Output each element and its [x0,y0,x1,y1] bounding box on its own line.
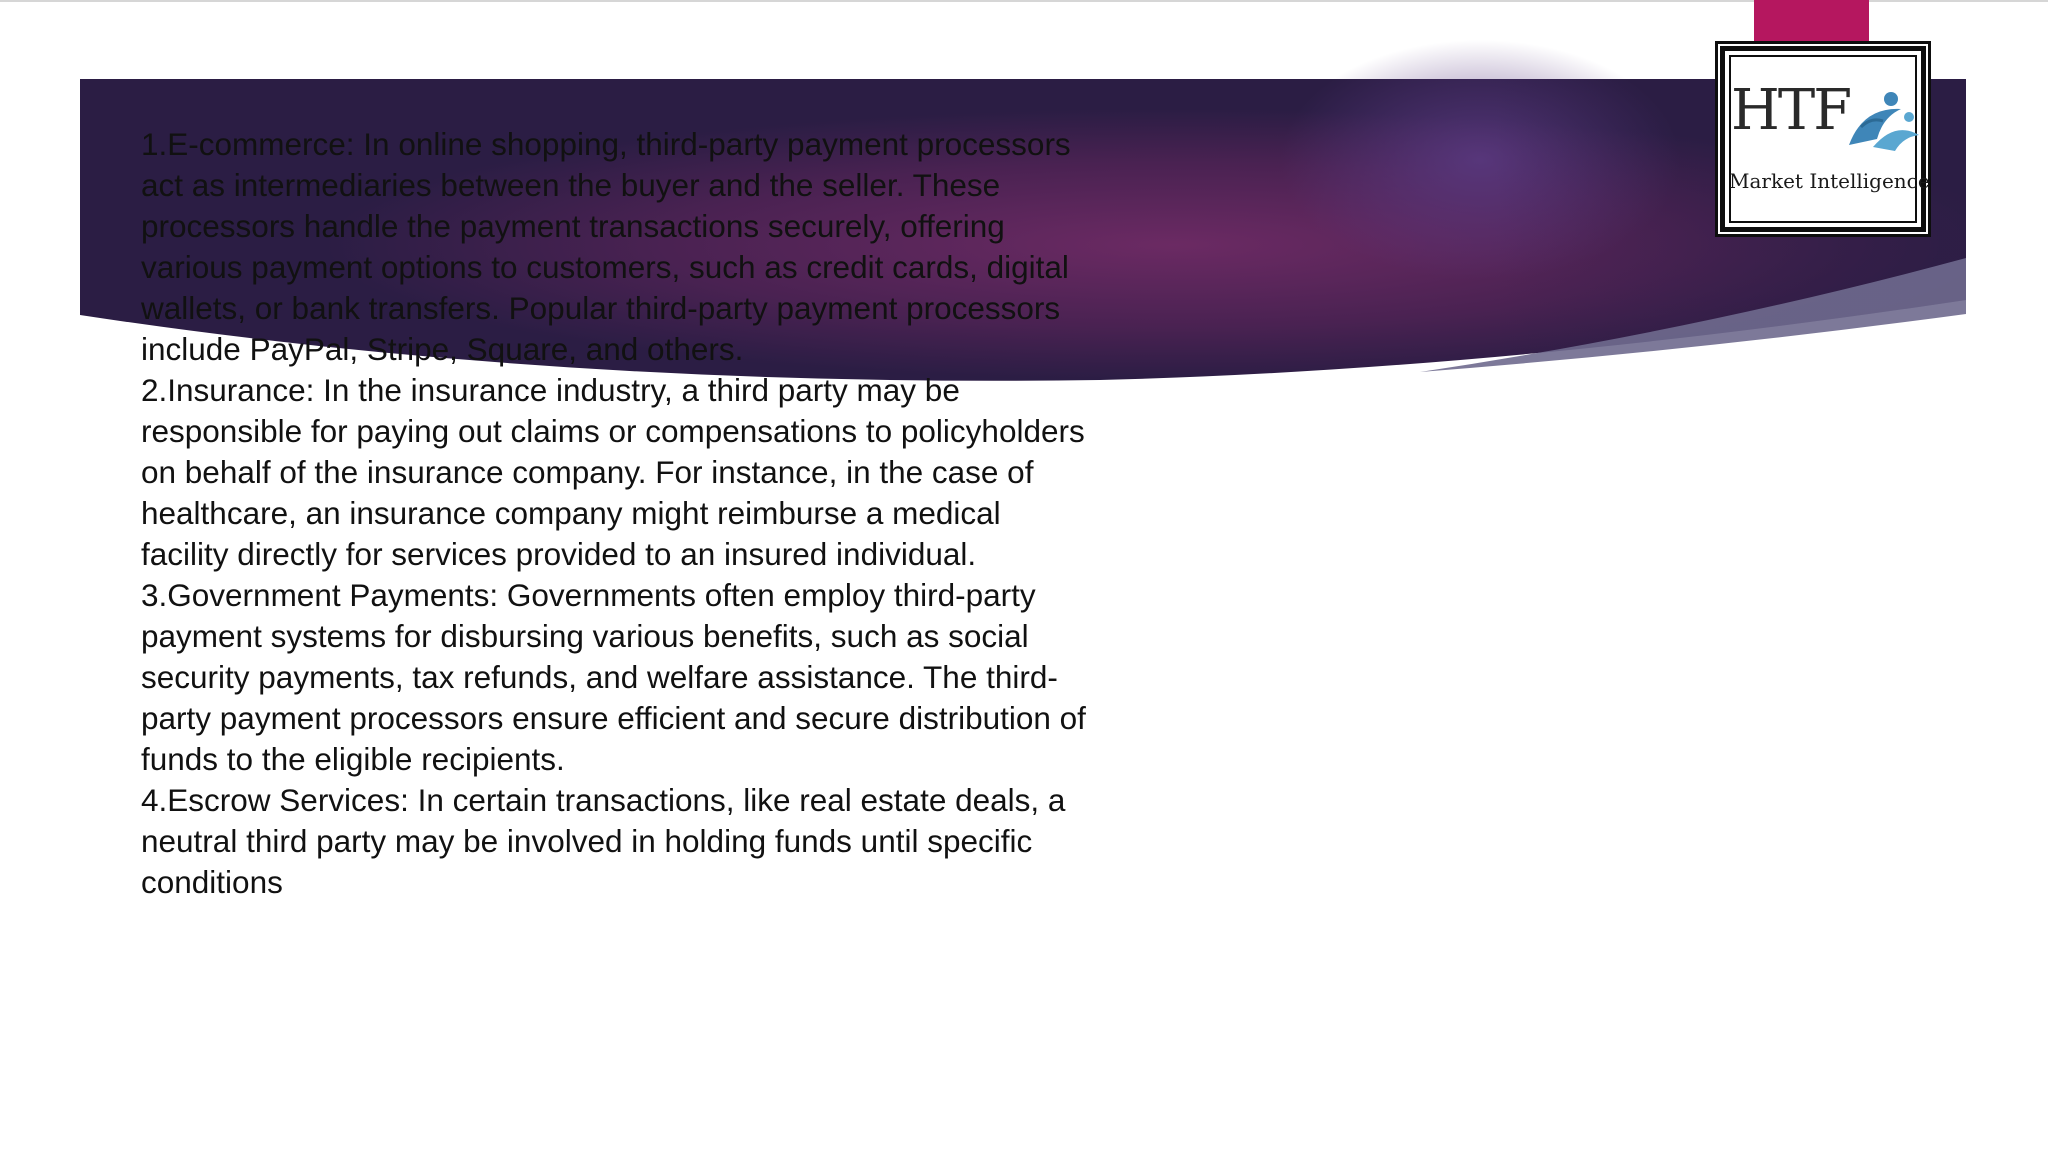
paragraph-ecommerce: 1.E-commerce: In online shopping, third-party payment processors act as intermediaries between the buyer and the seller. These processors handle the payment transactions securely, offering various payment options to customers, such as credit cards, digital wallets, or bank transfers. Popular third-party payment processors include PayPal, Stripe, Square, and others. [141,126,1071,367]
body-text [141,124,1091,903]
paragraph-government-payments: 3.Government Payments: Governments often employ third-party payment systems for disbursing various benefits, such as social security payments, tax refunds, and welfare assistance. The third-party payment processors ensure efficient and secure distribution of funds to the eligible recipients. [141,577,1086,777]
accent-tab [1754,0,1869,52]
paragraph-insurance: 2.Insurance: In the insurance industry, a third party may be responsible for paying out claims or compensations to policyholders on behalf of the insurance company. For instance, in the case of healthcare, an insurance company might reimburse a medical facility directly for services provided to an insured individual. [141,372,1085,572]
paragraph-escrow-services: 4.Escrow Services: In certain transactions, like real estate deals, a neutral third party may be involved in holding funds until specific conditions [141,782,1066,900]
logo-swirl-icon [1843,87,1921,153]
logo-letters: HTF [1731,78,1851,143]
htf-logo [1720,46,1930,232]
logo-tagline: Market Intelligence [1729,169,1930,193]
